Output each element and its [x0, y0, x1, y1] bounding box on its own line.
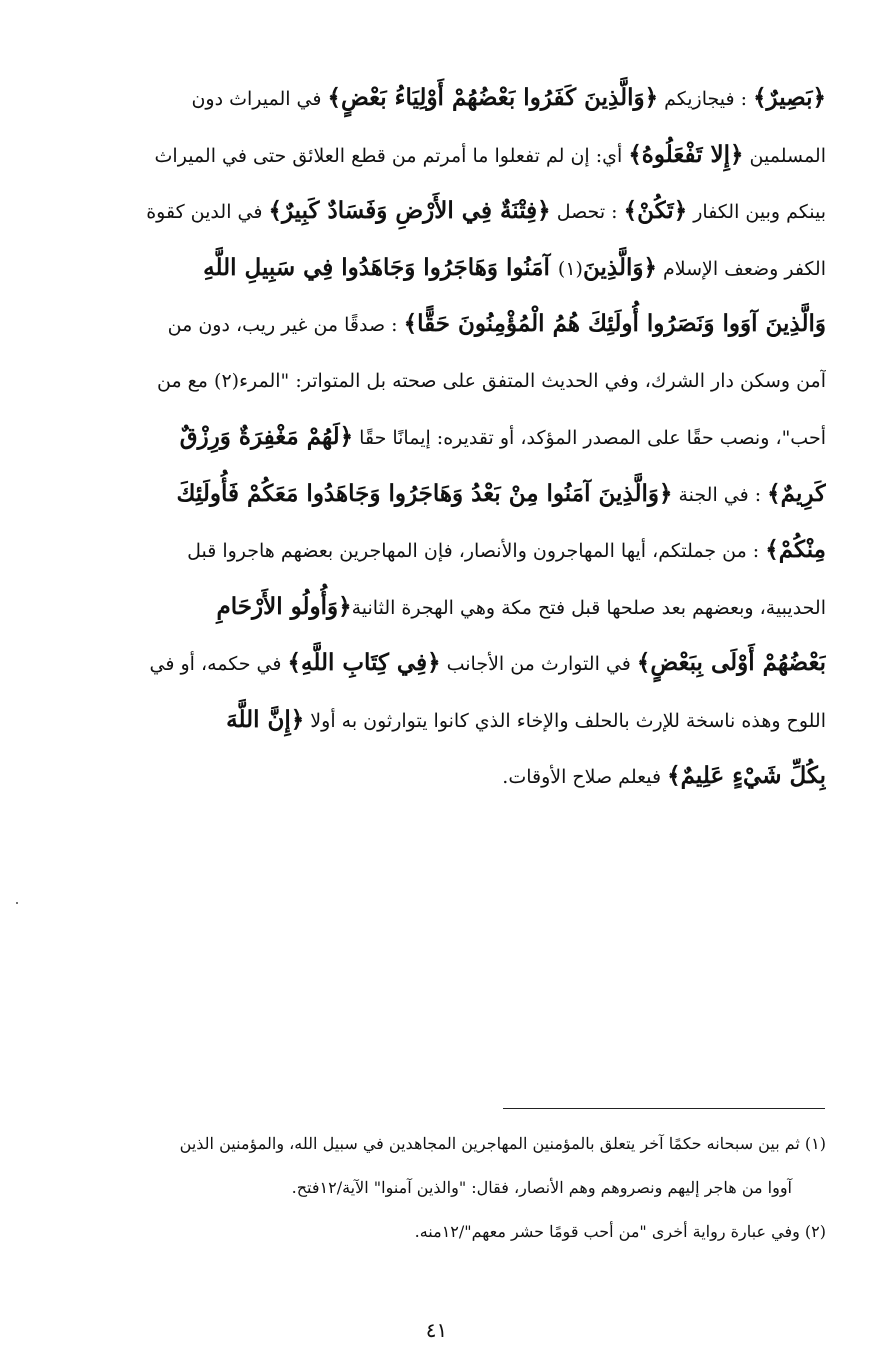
quran-quote: بِكُلِّ شَيْءٍ عَلِيمٌ﴾	[667, 762, 826, 789]
text-line	[46, 70, 826, 127]
quran-quote: آمَنُوا وَهَاجَرُوا وَجَاهَدُوا فِي سَبِيلِ اللَّهِ	[203, 253, 558, 281]
commentary-text: في الدين كقوة	[146, 201, 269, 223]
footnotes-block	[46, 1122, 826, 1254]
footnote-divider	[503, 1108, 825, 1109]
quran-quote: ﴿فِتْنَةٌ فِي الأَرْضِ وَفَسَادٌ كَبِيرٌ﴾	[268, 197, 551, 224]
commentary-text: : في الجنة	[672, 483, 768, 506]
commentary-text: : من جملتكم، أيها المهاجرون والأنصار، فإن المهاجرين بعضهم هاجروا قبل	[187, 540, 766, 562]
commentary-text: في حكمه، أو في	[149, 653, 288, 675]
text-line	[46, 409, 826, 466]
commentary-text: في الميراث دون	[191, 88, 328, 110]
commentary-text: : فيجازيكم	[658, 88, 754, 110]
page-number: ٤١	[425, 1318, 448, 1342]
quran-quote: ﴿بَصِيرٌ﴾	[753, 84, 826, 111]
quran-quote: ﴿لَهُمْ مَغْفِرَةٌ وَرِزْقٌ	[179, 423, 354, 450]
commentary-text: الحديبية، وبعضهم بعد صلحها قبل فتح مكة وهي الهجرة الثانية	[351, 596, 826, 619]
quran-quote: ﴿إِلا تَفْعَلُوهُ﴾	[628, 140, 744, 168]
main-text-block	[46, 70, 826, 805]
commentary-text: فيعلم صلاح الأوقات.	[502, 766, 668, 788]
quran-quote: ﴿وَالَّذِينَ كَفَرُوا بَعْضُهُمْ أَوْلِيَاءُ بَعْضٍ﴾	[327, 84, 659, 111]
text-line	[46, 240, 826, 297]
commentary-text: أحب"، ونصب حقًا على المصدر المؤكد، أو تقديره: إيمانًا حقًا	[353, 427, 826, 449]
text-line	[46, 748, 826, 805]
commentary-text: مع من	[157, 369, 215, 392]
quran-quote: كَرِيمٌ﴾	[767, 479, 826, 507]
quran-quote: ﴿إِنَّ اللَّهَ	[226, 705, 305, 733]
text-line	[46, 296, 826, 353]
stray-mark	[16, 902, 18, 904]
text-line	[46, 466, 826, 523]
text-line	[46, 127, 826, 184]
commentary-text: اللوح وهذه ناسخة للإرث بالحلف والإخاء الذي كانوا يتوارثون به أولا	[304, 709, 826, 732]
quran-quote: ﴿وَالَّذِينَ آمَنُوا مِنْ بَعْدُ وَهَاجَرُوا وَجَاهَدُوا مَعَكُمْ فَأُولَئِكَ	[176, 479, 673, 507]
text-line	[46, 183, 826, 240]
text-line	[46, 353, 826, 410]
text-line	[46, 522, 826, 579]
quran-quote: ﴿وَالَّذِينَ	[582, 253, 657, 281]
footnote-1-line-2: آووا من هاجر إليهم ونصروهم وهم الأنصار، فقال: "والذين آمنوا" الآية/١٢فتح.	[291, 1178, 792, 1197]
text-line	[46, 579, 826, 636]
commentary-text: أي: إن لم تفعلوا ما أمرتم من قطع العلائق حتى في الميراث	[154, 144, 629, 167]
commentary-text: بينكم وبين الكفار	[687, 201, 826, 223]
commentary-text: آمن وسكن دار الشرك، وفي الحديث المتفق على صحته بل المتواتر: "المرء	[239, 369, 826, 392]
quran-quote: وَالَّذِينَ آوَوا وَنَصَرُوا أُولَئِكَ هُمُ الْمُؤْمِنُونَ حَقًّا﴾	[403, 310, 826, 337]
footnote-ref: (٢)	[214, 369, 240, 392]
text-line	[46, 635, 826, 692]
commentary-text: المسلمين	[743, 144, 826, 167]
footnote-1-line-1: (١) ثم بين سبحانه حكمًا آخر يتعلق بالمؤمنين المهاجرين المجاهدين في سبيل الله، والمؤمنين الذين	[179, 1134, 826, 1153]
footnote-ref: (١)	[557, 257, 583, 280]
quran-quote: بَعْضُهُمْ أَوْلَى بِبَعْضٍ﴾	[636, 649, 826, 676]
commentary-text: الكفر وضعف الإسلام	[656, 257, 826, 280]
commentary-text: : تحصل	[550, 201, 624, 223]
quran-quote: ﴿فِي كِتَابِ اللَّهِ﴾	[287, 649, 441, 676]
quran-quote: ﴿وَأُولُو الأَرْحَامِ	[216, 592, 352, 620]
commentary-text: في التوارث من الأجانب	[440, 653, 637, 675]
quran-quote: مِنْكُمْ﴾	[765, 536, 826, 563]
text-line	[46, 692, 826, 749]
footnote-2-line-1: (٢) وفي عبارة رواية أخرى "من أحب قومًا حشر معهم"/١٢منه.	[414, 1222, 826, 1241]
quran-quote: ﴿تَكُنْ﴾	[623, 197, 688, 224]
commentary-text: : صدقًا من غير ريب، دون من	[167, 314, 404, 336]
